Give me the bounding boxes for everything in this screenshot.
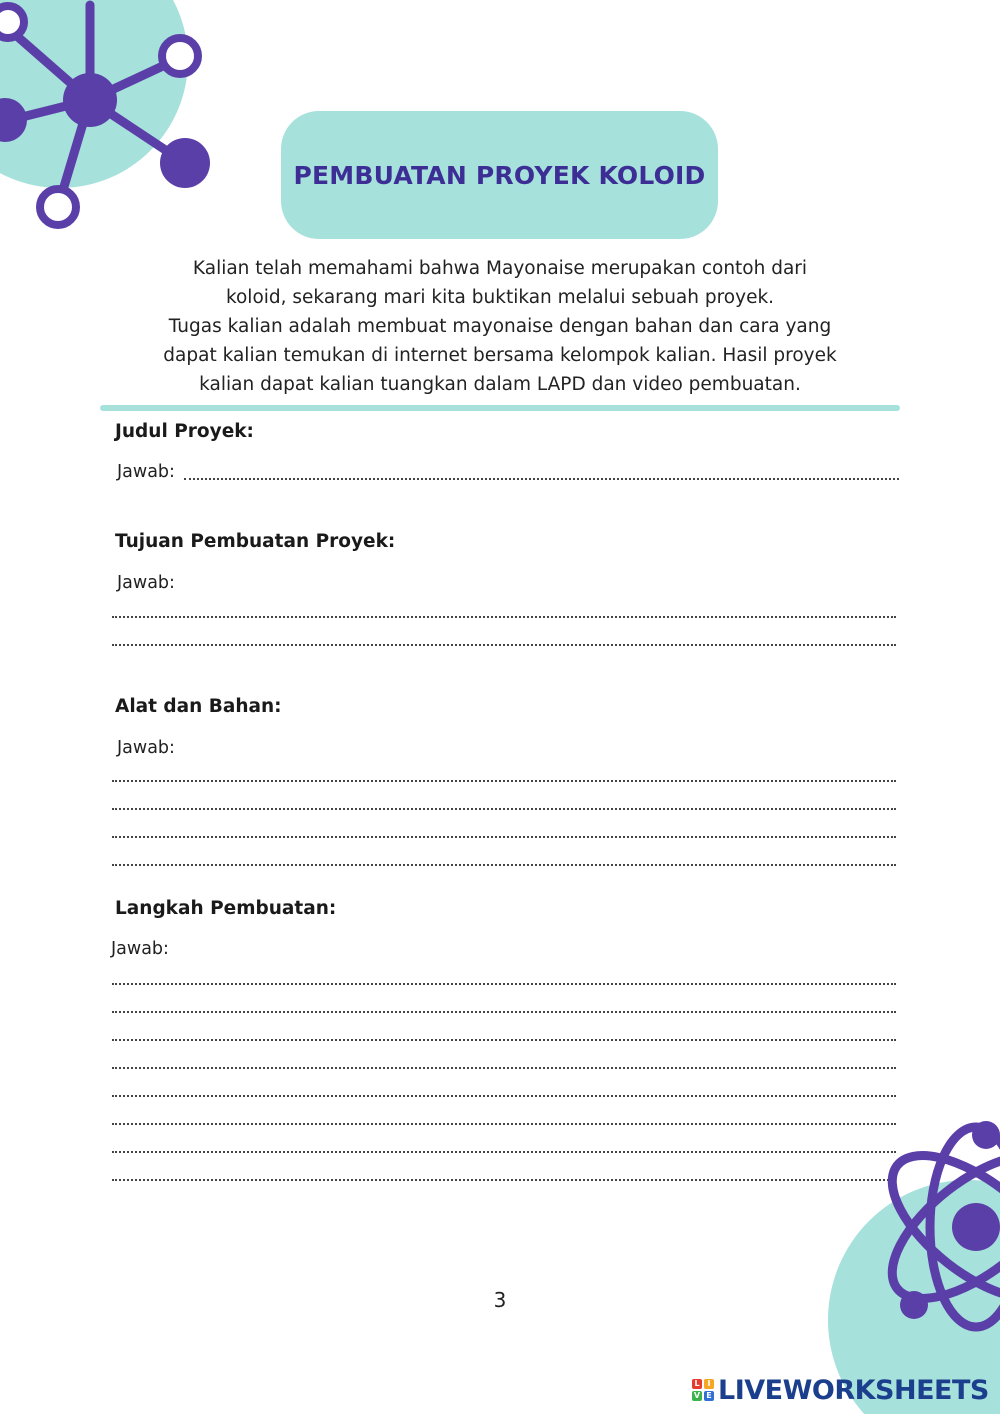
answer-label: Jawab: xyxy=(111,939,169,959)
section-heading-langkah: Langkah Pembuatan: xyxy=(115,898,337,919)
answer-label: Jawab: xyxy=(117,738,175,758)
section-heading-alat: Alat dan Bahan: xyxy=(115,696,282,717)
answer-line[interactable] xyxy=(112,1039,896,1041)
answer-line[interactable] xyxy=(112,836,896,838)
page-number: 3 xyxy=(493,1288,507,1312)
intro-line: kalian dapat kalian tuangkan dalam LAPD dan video pembuatan. xyxy=(199,374,801,395)
answer-line[interactable] xyxy=(112,780,896,782)
intro-line: dapat kalian temukan di internet bersama kelompok kalian. Hasil proyek xyxy=(163,345,837,366)
answer-line[interactable] xyxy=(112,1067,896,1069)
liveworksheets-logo-icon xyxy=(692,1379,714,1401)
answer-line[interactable] xyxy=(112,983,896,985)
intro-line: koloid, sekarang mari kita buktikan melalui sebuah proyek. xyxy=(225,287,775,308)
answer-line[interactable] xyxy=(112,1011,896,1013)
answer-line[interactable] xyxy=(184,478,899,480)
logo-letter: E xyxy=(704,1391,714,1401)
logo-letter: V xyxy=(693,1391,701,1400)
section-heading-judul: Judul Proyek: xyxy=(115,421,254,442)
answer-line[interactable] xyxy=(112,1095,896,1097)
liveworksheets-brand[interactable] xyxy=(692,1372,989,1408)
molecule-icon xyxy=(0,0,230,240)
answer-label: Jawab: xyxy=(117,573,175,593)
section-divider xyxy=(100,405,900,411)
title-banner xyxy=(281,111,718,239)
intro-line: Tugas kalian adalah membuat mayonaise dengan bahan dan cara yang xyxy=(168,316,832,337)
answer-line[interactable] xyxy=(112,808,896,810)
answer-line[interactable] xyxy=(112,1123,896,1125)
answer-label: Jawab: xyxy=(117,462,175,482)
brand-name: LIVEWORKSHEETS xyxy=(718,1374,989,1406)
section-heading-tujuan: Tujuan Pembuatan Proyek: xyxy=(115,531,396,552)
answer-line[interactable] xyxy=(112,644,896,646)
intro-paragraph xyxy=(130,254,870,399)
intro-line: Kalian telah memahami bahwa Mayonaise merupakan contoh dari xyxy=(192,258,808,279)
atom-icon xyxy=(826,1115,1000,1414)
answer-line[interactable] xyxy=(112,1151,896,1153)
page-title: PEMBUATAN PROYEK KOLOID xyxy=(293,160,706,190)
answer-line[interactable] xyxy=(112,864,896,866)
logo-letter: L xyxy=(692,1379,702,1389)
logo-letter: I xyxy=(704,1379,714,1389)
answer-line[interactable] xyxy=(112,616,896,618)
answer-line[interactable] xyxy=(112,1179,896,1181)
